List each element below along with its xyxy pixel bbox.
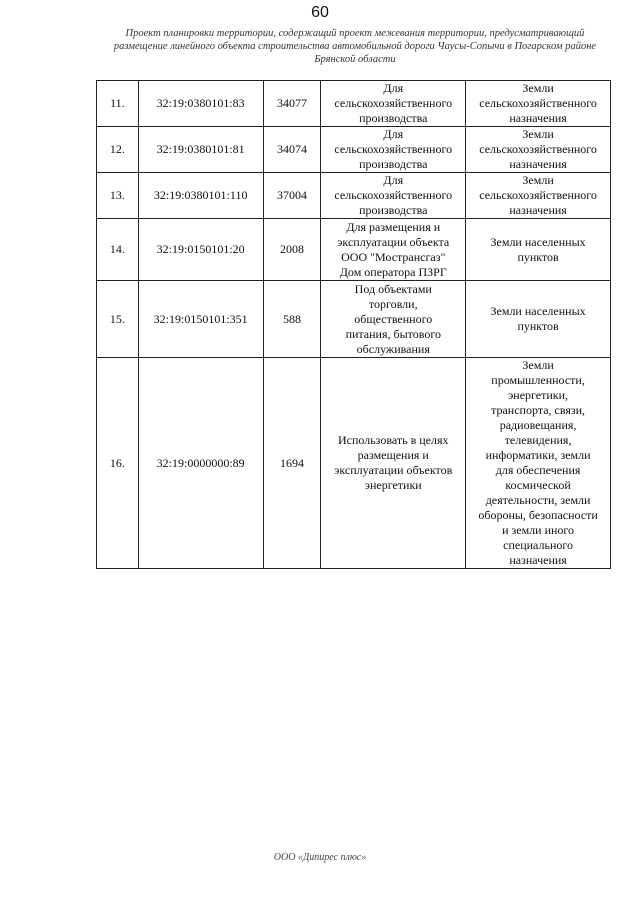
cell-text-line: Земли населенных xyxy=(490,304,586,318)
cell-text-line: деятельности, земли xyxy=(485,493,591,507)
cell-text-line: производства xyxy=(359,111,428,125)
table-row xyxy=(97,281,611,358)
cadastral-number-cell: 32:19:0380101:81 xyxy=(138,127,263,173)
page-number: 60 xyxy=(311,4,329,21)
header-line: Брянской области xyxy=(314,54,396,65)
cell-text-line: транспорта, связи, xyxy=(491,403,586,417)
cell-text-line: назначения xyxy=(509,157,567,171)
cell-text-line: Для xyxy=(383,173,404,187)
land-plots-table xyxy=(96,80,611,569)
table-row xyxy=(97,127,611,173)
cell-text-line: производства xyxy=(359,203,428,217)
cell-text-line: производства xyxy=(359,157,428,171)
cell-text-line: сельскохозяйственного xyxy=(479,96,597,110)
row-number-cell: 11. xyxy=(97,81,139,127)
cell-text-line: информатики, земли xyxy=(485,448,591,462)
cell-text-line: сельскохозяйственного xyxy=(334,96,453,110)
table-row xyxy=(97,219,611,281)
footer-company: ООО «Дипирес плюс» xyxy=(273,852,367,863)
cell-text-line: сельскохозяйственного xyxy=(479,142,597,156)
cell-text-line: сельскохозяйственного xyxy=(334,142,453,156)
row-number-cell: 13. xyxy=(97,173,139,219)
cell-text-line: энергетики xyxy=(364,478,422,492)
cell-text-line: Земли xyxy=(522,173,554,187)
area-cell: 588 xyxy=(263,281,321,358)
row-number-cell: 16. xyxy=(97,358,139,569)
header-line: Проект планировки территории, содержащий проект межевания территории, предусматривающий xyxy=(125,28,585,39)
cell-text-line: промышленности, xyxy=(491,373,585,387)
table-row xyxy=(97,173,611,219)
area-cell: 1694 xyxy=(263,358,321,569)
cell-text-line: Для размещения и xyxy=(346,219,441,234)
cell-text-line: Земли xyxy=(522,81,554,95)
land-category-cell xyxy=(466,219,611,281)
cell-text-line: Для xyxy=(383,127,404,141)
cell-text-line: обслуживания xyxy=(356,341,430,356)
cell-text-line: Использовать в целях xyxy=(337,433,449,447)
cell-text-line: пунктов xyxy=(517,249,559,264)
cadastral-number-cell: 32:19:0000000:89 xyxy=(138,358,263,569)
permitted-use-cell xyxy=(321,219,466,281)
table-row xyxy=(97,358,611,569)
land-category-cell xyxy=(466,358,611,569)
land-category-cell xyxy=(466,281,611,358)
cell-text-line: размещения и xyxy=(357,448,429,462)
cell-text-line: обороны, безопасности xyxy=(478,508,598,522)
header-line: размещение линейного объекта строительства автомобильной дороги Чаусы-Сопычи в Погарском районе xyxy=(113,41,597,52)
area-cell: 34077 xyxy=(263,81,321,127)
cell-text-line: Для xyxy=(383,81,404,95)
cell-text-line: Земли xyxy=(522,358,554,372)
cell-text-line: космической xyxy=(505,478,571,492)
cell-text-line: общественного xyxy=(354,311,433,326)
table-row xyxy=(97,81,611,127)
cell-text-line: эксплуатации объекта xyxy=(337,234,450,249)
cell-text-line: ООО "Мострансгаз" xyxy=(341,249,446,264)
area-cell: 2008 xyxy=(263,219,321,281)
cell-text-line: Под объектами xyxy=(354,281,432,296)
cell-text-line: радиовещания, xyxy=(499,418,577,432)
permitted-use-cell xyxy=(321,281,466,358)
area-cell: 37004 xyxy=(263,173,321,219)
cell-text-line: специального xyxy=(503,538,573,552)
cadastral-number-cell: 32:19:0150101:351 xyxy=(138,281,263,358)
permitted-use-cell xyxy=(321,173,466,219)
permitted-use-cell xyxy=(321,127,466,173)
cell-text-line: Дом оператора ПЗРГ xyxy=(339,264,447,279)
cell-text-line: для обеспечения xyxy=(495,463,581,477)
cell-text-line: пунктов xyxy=(517,319,559,333)
cadastral-number-cell: 32:19:0380101:83 xyxy=(138,81,263,127)
row-number-cell: 14. xyxy=(97,219,139,281)
document-header xyxy=(95,27,615,66)
cadastral-number-cell: 32:19:0380101:110 xyxy=(138,173,263,219)
permitted-use-cell xyxy=(321,358,466,569)
area-cell: 34074 xyxy=(263,127,321,173)
cell-text-line: энергетики, xyxy=(508,388,569,402)
cell-text-line: Земли населенных xyxy=(490,234,586,249)
land-category-cell xyxy=(466,173,611,219)
cell-text-line: торговли, xyxy=(368,296,418,311)
cell-text-line: назначения xyxy=(509,553,567,567)
cell-text-line: сельскохозяйственного xyxy=(479,188,597,202)
permitted-use-cell xyxy=(321,81,466,127)
land-category-cell xyxy=(466,127,611,173)
row-number-cell: 15. xyxy=(97,281,139,358)
row-number-cell: 12. xyxy=(97,127,139,173)
cell-text-line: питания, бытового xyxy=(345,326,441,341)
cell-text-line: Земли xyxy=(522,127,554,141)
cell-text-line: эксплуатации объектов xyxy=(334,463,453,477)
land-category-cell xyxy=(466,81,611,127)
cell-text-line: сельскохозяйственного xyxy=(334,188,453,202)
cell-text-line: и земли иного xyxy=(502,523,575,537)
cell-text-line: телевидения, xyxy=(504,433,572,447)
cell-text-line: назначения xyxy=(509,111,567,125)
cadastral-number-cell: 32:19:0150101:20 xyxy=(138,219,263,281)
cell-text-line: назначения xyxy=(509,203,567,217)
